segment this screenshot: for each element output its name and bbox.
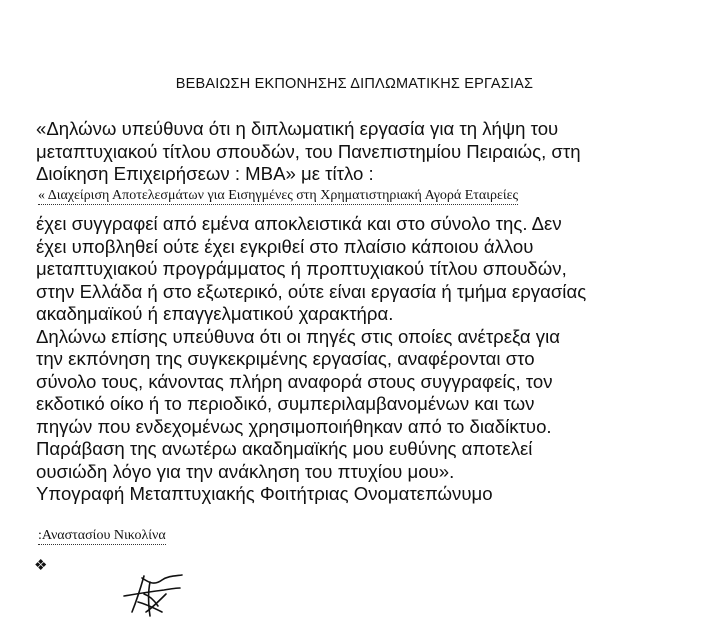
text-line: την εκπόνηση της συγκεκριμένης εργασίας, αναφέρονται στο [36, 348, 535, 369]
text-line: Παράβαση της ανωτέρω ακαδημαϊκής μου ευθύνης αποτελεί [36, 438, 533, 459]
text-line: Δηλώνω επίσης υπεύθυνα ότι οι πηγές στις οποίες ανέτρεξα για [36, 325, 560, 347]
text-line: «Δηλώνω υπεύθυνα ότι η διπλωματική εργασία για τη λήψη του [36, 118, 559, 139]
thesis-title-field: « Διαχείριση Αποτελεσμάτων για Εισηγμένες στη Χρηματιστηριακή Αγορά Εταιρείες [38, 188, 519, 203]
text-line: στην Ελλάδα ή στο εξωτερικό, ούτε είναι εργασία ή τμήμα εργασίας [36, 280, 587, 302]
declaration-paragraph-body [36, 213, 686, 506]
text-line: ακαδημαϊκού ή επαγγελματικού χαρακτήρα. [36, 303, 394, 324]
text-line: έχει υποβληθεί ούτε έχει εγκριθεί στο πλαίσιο κάποιου άλλου [36, 235, 534, 257]
text-line: εκδοτικό οίκο ή το περιοδικό, συμπεριλαμβανομένων και των [36, 393, 535, 414]
text-line: σύνολο τους, κάνοντας πλήρη αναφορά στους συγγραφείς, τον [36, 370, 553, 392]
text-line: ουσιώδη λόγο για την ανάκληση του πτυχίου μου». [36, 460, 455, 482]
document-title: ΒΕΒΑΙΩΣΗ ΕΚΠΟΝΗΣΗΣ ΔΙΠΛΩΜΑΤΙΚΗΣ ΕΡΓΑΣΙΑΣ [175, 76, 534, 92]
signature-label: Υπογραφή Μεταπτυχιακής Φοιτήτριας Ονοματεπώνυμο [36, 483, 493, 504]
text-line: μεταπτυχιακού προγράμματος ή προπτυχιακού τίτλου σπουδών, [36, 258, 567, 279]
text-line: μεταπτυχιακού τίτλου σπουδών, του Πανεπιστημίου Πειραιώς, στη [36, 140, 581, 162]
diamond-bullet-icon: ❖ [34, 557, 48, 574]
text-line: Διοίκηση Επιχειρήσεων : ΜΒΑ» με τίτλο : [36, 163, 374, 184]
text-line: έχει συγγραφεί από εμένα αποκλειστικά και στο σύνολο της. Δεν [36, 213, 562, 234]
declaration-paragraph-intro [36, 118, 686, 186]
student-name-field: :Αναστασίου Νικολίνα [38, 528, 166, 543]
handwritten-signature [118, 572, 188, 620]
text-line: πηγών που ενδεχομένως χρησιμοποιήθηκαν από το διαδίκτυο. [36, 415, 552, 437]
